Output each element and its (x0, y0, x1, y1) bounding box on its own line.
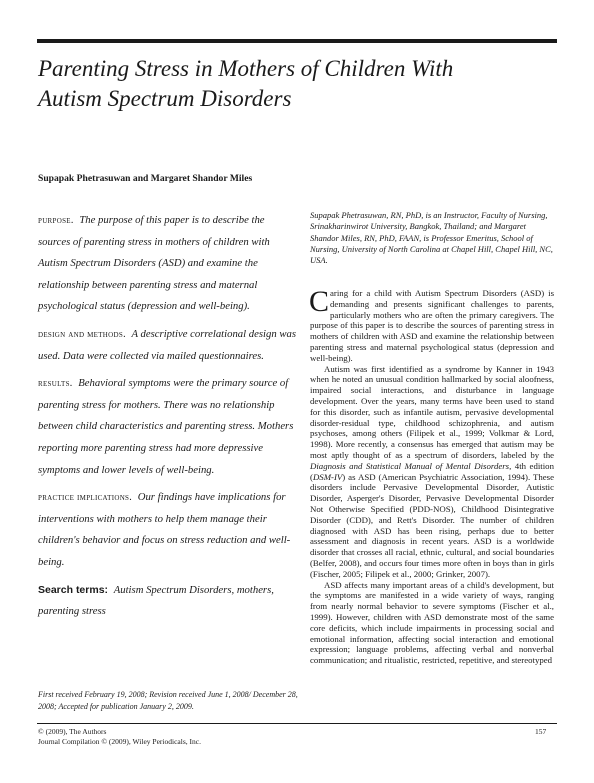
search-terms-text: Autism Spectrum Disorders, mothers, parenting stress (38, 583, 274, 618)
body-paragraph-2 (310, 364, 554, 580)
abstract-practice (38, 487, 296, 573)
dsm-abbreviation: DSM-IV (312, 471, 343, 482)
article-title: Parenting Stress in Mothers of Children With Autism Spectrum Disorders (38, 56, 454, 111)
body-paragraph-1 (309, 285, 554, 364)
manual-title: Diagnosis and Statistical Manual of Mental Disorders (310, 460, 510, 471)
author-affiliation: Supapak Phetrasuwan, RN, PhD, is an Instructor, Faculty of Nursing, Srinakharinwirot University, Bangkok, Thailand; and Margaret Shandor Miles, RN, PhD, FAAN, is Professor Emeritus, School of Nursing, University of North Carolina at Chapel Hill, Chapel Hill, NC, USA. (310, 210, 553, 266)
body-paragraph-2-part-b: , 4th edition ( (310, 460, 554, 482)
body-paragraph-3: ASD affects many important areas of a child's development, but the symptoms are manifested in a wide variety of ways, ranging from nearly normal behavior to severe symptoms (Fischer et al., 1999). However, children with ASD demonstrate most of the same core deficits, which include impairments in processing social and emotional information, affecting social interaction and emotional expression; language problems, affecting verbal and nonverbal communication; and ritualistic, restricted, repetitive, and stereotyped (310, 579, 554, 666)
header-rule (37, 39, 557, 43)
results-label: results. (38, 378, 73, 390)
footer-rule (37, 723, 557, 724)
design-label: design and methods. (38, 328, 126, 340)
abstract-search-terms (38, 580, 296, 623)
drop-cap: C (309, 285, 330, 318)
purpose-label: purpose. (38, 215, 74, 226)
abstract (38, 210, 296, 629)
article-body (309, 285, 554, 666)
abstract-purpose (38, 210, 296, 318)
body-paragraph-2-part-a: Autism was first identified as a syndrome by Kanner in 1943 when he noted an unusual condition hallmarked by social aloofness, impaired social interactions, and disturbance in language development. Over the years, many terms have been used to stand for this disorder, such as infantile autism, pervasive developmental disorder-residual type, childhood schizophrenia, and autism psychoses, among others (Filipek et al., 1999; Volkmar & Lord, 1998). More recently, a consensus has emerged that autism may be most aptly thought of as a spectrum of disorders, labeled by the (310, 363, 554, 460)
purpose-text: The purpose of this paper is to describe the sources of parenting stress in mothers of children with Autism Spectrum Disorders (ASD) and examine the relationship between parenting stress and maternal psychological status (depression and well-being). (38, 214, 270, 313)
revision-dates: First received February 19, 2008; Revision received June 1, 2008/ December 28, 2008; Accepted for publication January 2, 2009. (38, 690, 298, 711)
abstract-results (38, 373, 296, 481)
practice-label: practice implications. (38, 492, 133, 504)
practice-text: Our findings have implications for interventions with mothers to help them manage their children's behavior and focus on stress reduction and well-being. (38, 491, 291, 568)
design-text: A descriptive correlational design was used. Data were collected via mailed questionnaires. (38, 327, 296, 362)
copyright-footer (38, 727, 201, 747)
author-names: Supapak Phetrasuwan and Margaret Shandor Miles (38, 173, 253, 184)
search-terms-label: Search terms: (38, 583, 109, 596)
copyright-line-2: Journal Compilation © (2009), Wiley Periodicals, Inc. (38, 737, 201, 746)
page-number: 157 (535, 727, 547, 736)
results-text: Behavioral symptoms were the primary source of parenting stress for mothers. There was no relationship between child characteristics and parenting stress. Mothers reporting more parenting stress had more depressive symptoms and lower levels of well-being. (38, 377, 294, 476)
copyright-line-1: © (2009), The Authors (38, 727, 107, 736)
abstract-design (38, 324, 296, 367)
body-paragraph-1-text: aring for a child with Autism Spectrum Disorders (ASD) is demanding and presents significant challenges to parents, particularly mothers who are often the primary caregivers. The purpose of this paper is to describe the sources of parenting stress in mothers of children with ASD and examine the relationship between parenting stress and maternal psychological status (depression and well-being). (310, 288, 554, 363)
body-paragraph-2-part-c: ) as ASD (American Psychiatric Association, 1994). These disorders include Pervasive Developmental Disorder, Autistic Disorder, Asperger's Disorder, Pervasive Developmental Disorder Not Otherwise Specified (PDD-NOS), Childhood Disintegrative Disorder (CDD), and Rett's Disorder. The number of children diagnosed with ASD has been rising, perhaps due to better assessment and diagnosis in recent years. ASD is a worldwide disorder that crosses all racial, ethnic, cultural, and social boundaries (Belfer, 2008), and occurs four times more often in boys than in girls (Fischer, 2005; Filipek et al., 2000; Grinker, 2007). (310, 471, 554, 579)
